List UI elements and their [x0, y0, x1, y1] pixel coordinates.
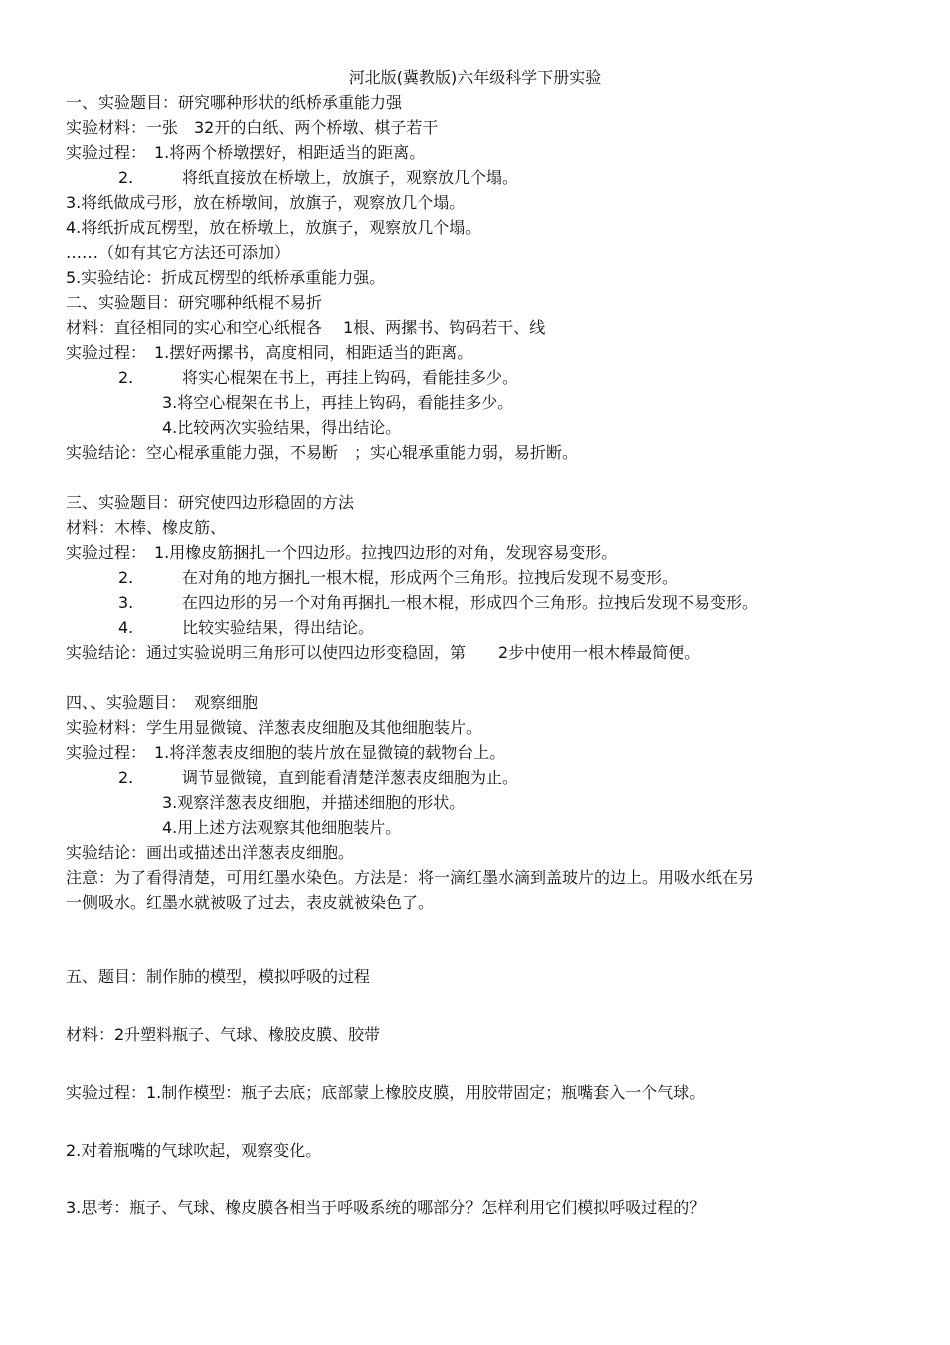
section-4-step-4: 4.用上述方法观察其他细胞装片。 — [162, 818, 402, 837]
section-3-step-4-number: 4. — [118, 618, 134, 637]
section-2-step-1: 实验过程： 1.摆好两摞书，高度相同，相距适当的距离。 — [66, 343, 474, 362]
section-2-step-3: 3.将空心棍架在书上，再挂上钩码，看能挂多少。 — [162, 393, 514, 412]
section-5-step-3: 3.思考：瓶子、气球、橡皮膜各相当于呼吸系统的哪部分？怎样利用它们模拟呼吸过程的？ — [66, 1198, 706, 1217]
section-5-step-2: 2.对着瓶嘴的气球吹起，观察变化。 — [66, 1141, 322, 1160]
section-3-step-2: 在对角的地方捆扎一根木棍，形成两个三角形。拉拽后发现不易变形。 — [182, 568, 679, 587]
section-3-step-4: 比较实验结果，得出结论。 — [182, 618, 375, 637]
section-1-conclusion: 5.实验结论：折成瓦楞型的纸桥承重能力强。 — [66, 268, 386, 287]
section-2-step-2: 将实心棍架在书上，再挂上钩码，看能挂多少。 — [182, 368, 519, 387]
section-2-conclusion: 实验结论：空心棍承重能力强，不易断 ；实心辊承重能力弱，易折断。 — [66, 443, 579, 462]
section-4-step-2: 调节显微镜，直到能看清楚洋葱表皮细胞为止。 — [182, 768, 519, 787]
section-1-step-2-number: 2. — [118, 168, 134, 187]
section-3-step-2-number: 2. — [118, 568, 134, 587]
section-1-step-2: 将纸直接放在桥墩上，放旗子，观察放几个塌。 — [182, 168, 519, 187]
section-5-step-1: 实验过程：1.制作模型：瓶子去底；底部蒙上橡胶皮膜，用胶带固定；瓶嘴套入一个气球。 — [66, 1083, 706, 1102]
section-2-materials: 材料：直径相同的实心和空心纸棍各 1根、两摞书、钩码若干、线 — [66, 318, 546, 337]
section-1-step-4: 4.将纸折成瓦楞型，放在桥墩上，放旗子，观察放几个塌。 — [66, 218, 482, 237]
section-1-materials: 实验材料：一张 32开的白纸、两个桥墩、棋子若干 — [66, 118, 439, 137]
section-3-conclusion: 实验结论：通过实验说明三角形可以使四边形变稳固，第 2步中使用一根木棒最简便。 — [66, 643, 701, 662]
section-1-heading: 一、实验题目：研究哪种形状的纸桥承重能力强 — [66, 93, 403, 112]
section-5-heading: 五、题目：制作肺的模型，模拟呼吸的过程 — [66, 967, 371, 986]
section-2-heading: 二、实验题目：研究哪种纸棍不易折 — [66, 293, 323, 312]
section-1-step-1: 实验过程： 1.将两个桥墩摆好，相距适当的距离。 — [66, 143, 426, 162]
section-4-note-line-2: 一侧吸水。红墨水就被吸了过去，表皮就被染色了。 — [66, 893, 435, 912]
section-4-step-1: 实验过程： 1.将洋葱表皮细胞的装片放在显微镜的载物台上。 — [66, 743, 506, 762]
document-title: 河北版(冀教版)六年级科学下册实验 — [348, 68, 602, 87]
section-1-more-methods: ……（如有其它方法还可添加） — [66, 243, 291, 262]
section-3-step-3-number: 3. — [118, 593, 134, 612]
section-4-step-3: 3.观察洋葱表皮细胞，并描述细胞的形状。 — [162, 793, 466, 812]
section-2-step-2-number: 2. — [118, 368, 134, 387]
section-4-note-line-1: 注意：为了看得清楚，可用红墨水染色。方法是：将一滴红墨水滴到盖玻片的边上。用吸水纸在另 — [66, 868, 755, 887]
section-1-step-3: 3.将纸做成弓形，放在桥墩间，放旗子，观察放几个塌。 — [66, 193, 466, 212]
section-4-conclusion: 实验结论：画出或描述出洋葱表皮细胞。 — [66, 843, 355, 862]
section-2-step-4: 4.比较两次实验结果，得出结论。 — [162, 418, 402, 437]
section-3-heading: 三、实验题目：研究使四边形稳固的方法 — [66, 493, 355, 512]
section-4-step-2-number: 2. — [118, 768, 134, 787]
section-3-step-3: 在四边形的另一个对角再捆扎一根木棍，形成四个三角形。拉拽后发现不易变形。 — [182, 593, 759, 612]
section-4-materials: 实验材料：学生用显微镜、洋葱表皮细胞及其他细胞装片。 — [66, 718, 483, 737]
section-3-materials: 材料：木棒、橡皮筋、 — [66, 518, 227, 537]
section-5-materials: 材料：2升塑料瓶子、气球、橡胶皮膜、胶带 — [66, 1025, 381, 1044]
section-3-step-1: 实验过程： 1.用橡皮筋捆扎一个四边形。拉拽四边形的对角，发现容易变形。 — [66, 543, 618, 562]
section-4-heading: 四、、实验题目： 观察细胞 — [66, 693, 259, 712]
